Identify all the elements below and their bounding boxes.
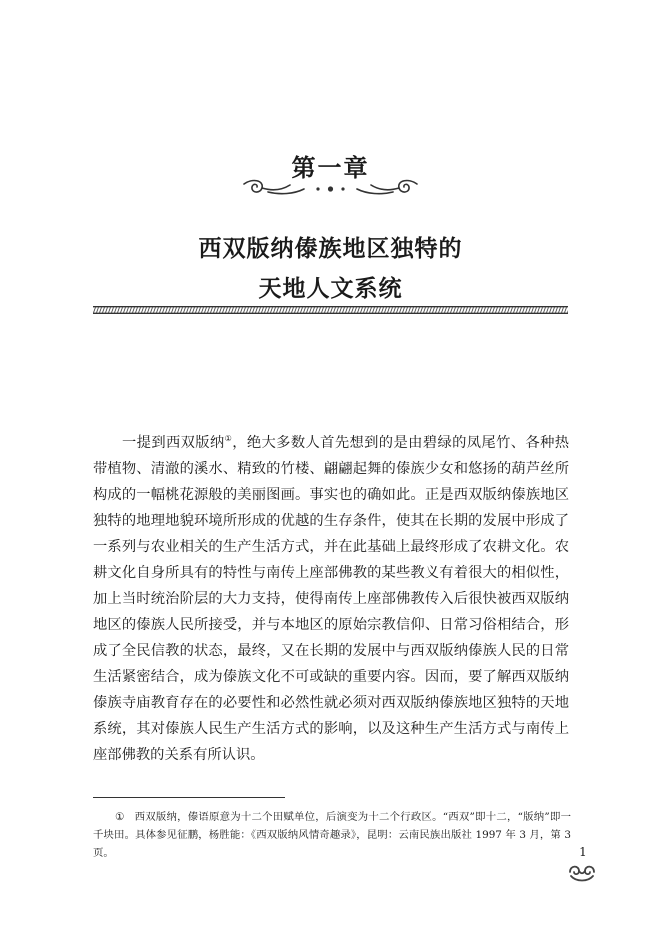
footnote-mark: ①: [115, 811, 125, 823]
page-number: 1: [579, 845, 587, 859]
chapter-label: 第一章: [291, 153, 370, 182]
title-divider-rule: [93, 306, 568, 314]
footnote-reference: ①: [224, 434, 233, 444]
footnote: [93, 808, 571, 862]
chapter-title-line-2: 天地人文系统: [258, 275, 403, 302]
footnote-divider: [93, 797, 285, 798]
body-paragraph-text: ，绝大多数人首先想到的是由碧绿的凤尾竹、各种热带植物、清澈的溪水、精致的竹楼、翩翩起舞的傣族少女和悠扬的葫芦丝所构成的一幅桃花源般的美丽图画。事实也的确如此。正是西双版纳傣族地区独特的地理地貌环境所形成的优越的生存条件，使其在长期的发展中形成了一系列与农业相关的生产生活方式，并在此基础上最终形成了农耕文化。农耕文化自身所具有的特性与南传上座部佛教的某些教义有着很大的相似性，加上当时统治阶层的大力支持，使得南传上座部佛教传入后很快被西双版纳地区的傣族人民所接受，并与本地区的原始宗教信仰、日常习俗相结合，形成了全民信教的状态，最终，又在长期的发展中与西双版纳傣族人民的日常生活紧密结合，成为傣族文化不可或缺的重要内容。因而，要了解西双版纳傣族寺庙教育存在的必要性和必然性就必须对西双版纳傣族地区独特的天地系统，其对傣族人民生产生活方式的影响，以及这种生产生活方式与南传上座部佛教的关系有所认识。: [93, 435, 570, 763]
page-cloud-ornament-icon: [567, 862, 597, 884]
body-paragraph: [93, 430, 569, 768]
chapter-title-line-1: 西双版纳傣族地区独特的: [198, 235, 463, 262]
footnote-text: 西双版纳，傣语原意为十二个田赋单位，后演变为十二个行政区。“西双”即十二，“版纳”即一千块田。具体参见征鹏，杨胜能：《西双版纳风情奇趣录》，昆明：云南民族出版社 1997 年 3 月，第 3 页。: [93, 811, 571, 859]
cloud-ornament-icon: [238, 176, 423, 198]
body-lead: 一提到西双版纳: [122, 435, 225, 451]
